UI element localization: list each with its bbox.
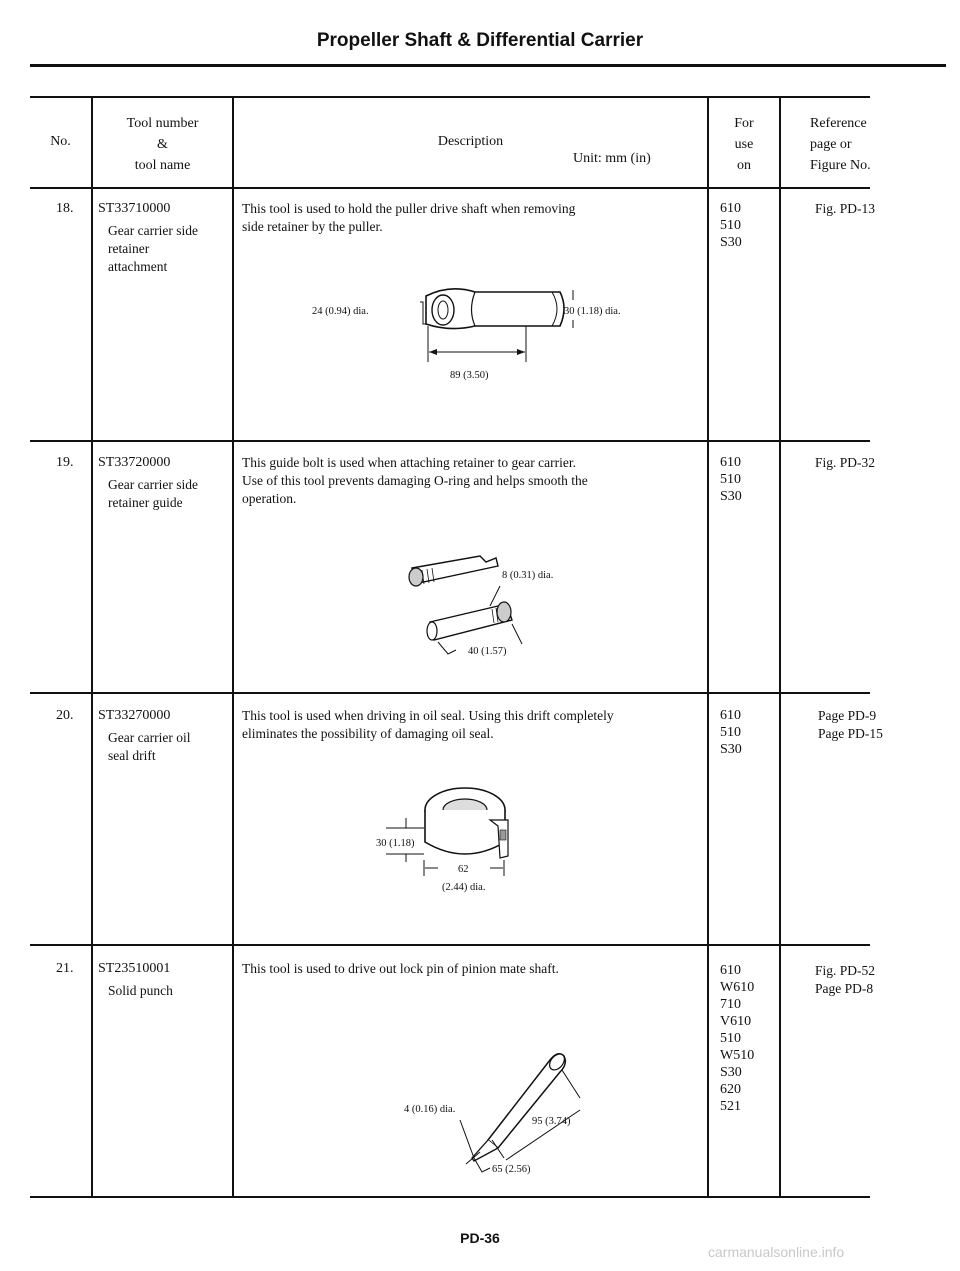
- header-for-use: [709, 113, 779, 176]
- for-use-item: 710: [720, 997, 741, 1012]
- for-use-item: V610: [720, 1014, 752, 1029]
- reference: [815, 454, 875, 472]
- dim-label: 4 (0.16) dia.: [404, 1104, 456, 1115]
- description-line: operation.: [242, 491, 297, 506]
- for-use-item: 510: [720, 218, 741, 233]
- header-tool-line: &: [157, 137, 168, 152]
- tool-name-line: Gear carrier side: [108, 223, 198, 238]
- dim-label: 95 (3.74): [532, 1116, 571, 1127]
- for-use-item: S30: [720, 489, 742, 504]
- dim-label: 30 (1.18) dia.: [564, 306, 621, 317]
- for-use-item: S30: [720, 1065, 742, 1080]
- tool-name-line: Gear carrier oil: [108, 730, 191, 745]
- for-use-item: 610: [720, 708, 741, 723]
- description-line: This tool is used when driving in oil seal. Using this drift completely: [242, 708, 614, 723]
- for-use-list: [720, 707, 742, 758]
- header-tool-line: tool name: [134, 158, 191, 173]
- description: [242, 200, 575, 236]
- description-line: This tool is used to hold the puller drive shaft when removing: [242, 201, 576, 216]
- dim-label: 40 (1.57): [468, 646, 507, 657]
- description-line: eliminates the possibility of damaging oil seal.: [242, 726, 494, 741]
- tool-name: [98, 476, 198, 512]
- header-reference-line: Reference: [810, 116, 867, 131]
- header-for-use-line: use: [734, 137, 754, 152]
- table-bottom-rule: [30, 1196, 870, 1198]
- description: [242, 960, 559, 978]
- reference: [818, 707, 883, 743]
- row-number: 20.: [56, 708, 74, 723]
- tool-name-line: retainer guide: [108, 495, 183, 510]
- for-use-item: S30: [720, 235, 742, 250]
- watermark: carmanualsonline.info: [708, 1244, 845, 1260]
- for-use-list: [720, 200, 742, 251]
- header-for-use-line: For: [734, 116, 754, 131]
- row-number: 21.: [56, 961, 74, 976]
- reference-item: Fig. PD-32: [815, 455, 876, 470]
- col-divider-3: [707, 96, 709, 1198]
- header-for-use-line: on: [737, 158, 751, 173]
- for-use-item: 620: [720, 1082, 741, 1097]
- for-use-item: 510: [720, 472, 741, 487]
- dim-label: 62: [458, 864, 469, 875]
- tool-name: [98, 982, 173, 1000]
- row-rule-21: [30, 944, 870, 946]
- description: [242, 707, 614, 743]
- for-use-item: S30: [720, 742, 742, 757]
- reference: [815, 962, 875, 998]
- tool-number: ST33710000: [98, 201, 171, 216]
- page-number: PD-36: [460, 1230, 500, 1246]
- dim-label: 30 (1.18): [376, 838, 415, 849]
- for-use-item: 521: [720, 1099, 741, 1114]
- header-tool: [93, 113, 232, 176]
- header-unit: Unit: mm (in): [573, 151, 651, 166]
- for-use-list: [720, 962, 754, 1115]
- dim-label: 24 (0.94) dia.: [312, 306, 369, 317]
- reference: [815, 200, 875, 218]
- tool-name: [98, 222, 198, 276]
- reference-item: Fig. PD-52: [815, 963, 876, 978]
- tool-illustration-seal-drift: [350, 780, 550, 905]
- description-line: side retainer by the puller.: [242, 219, 383, 234]
- tool-number: ST33720000: [98, 455, 171, 470]
- row-number: 19.: [56, 455, 74, 470]
- tool-name-line: attachment: [108, 259, 168, 274]
- reference-item: Page PD-9: [818, 708, 877, 723]
- header-bottom-rule: [30, 187, 870, 189]
- row-number: 18.: [56, 201, 74, 216]
- header-reference-line: Figure No.: [810, 158, 871, 173]
- description: [242, 454, 588, 508]
- description-line: Use of this tool prevents damaging O-ring and helps smooth the: [242, 473, 588, 488]
- for-use-item: W510: [720, 1048, 755, 1063]
- dim-label: 65 (2.56): [492, 1164, 531, 1175]
- dim-label: (2.44) dia.: [442, 882, 486, 893]
- for-use-item: W610: [720, 980, 755, 995]
- header-no: No.: [50, 134, 71, 149]
- row-rule-19: [30, 440, 870, 442]
- page-title: Propeller Shaft & Differential Carrier: [316, 30, 644, 51]
- header-top-rule: [30, 96, 870, 98]
- header-description: Description: [437, 134, 504, 149]
- tool-name-line: Gear carrier side: [108, 477, 198, 492]
- tool-illustration-guide-bolt: [400, 550, 620, 685]
- tool-number: ST23510001: [98, 961, 171, 976]
- for-use-item: 610: [720, 455, 741, 470]
- for-use-item: 510: [720, 1031, 741, 1046]
- tool-name-line: retainer: [108, 241, 150, 256]
- tool-name-line: seal drift: [108, 748, 156, 763]
- title-rule: [30, 64, 946, 67]
- tool-name: [98, 729, 190, 765]
- for-use-list: [720, 454, 742, 505]
- header-tool-line: Tool number: [126, 116, 199, 131]
- row-rule-20: [30, 692, 870, 694]
- description-line: This tool is used to drive out lock pin of pinion mate shaft.: [242, 961, 559, 976]
- reference-item: Page PD-15: [818, 726, 883, 741]
- for-use-item: 610: [720, 963, 741, 978]
- reference-item: Fig. PD-13: [815, 201, 876, 216]
- tool-illustration-solid-punch: [400, 1040, 620, 1185]
- dim-label: 8 (0.31) dia.: [502, 570, 554, 581]
- for-use-item: 610: [720, 201, 741, 216]
- tool-number: ST33270000: [98, 708, 171, 723]
- header-reference-line: page or: [810, 137, 852, 152]
- reference-item: Page PD-8: [815, 981, 874, 996]
- tool-name-line: Solid punch: [108, 983, 173, 998]
- col-divider-1: [91, 96, 93, 1198]
- header-reference: [810, 113, 871, 176]
- col-divider-4: [779, 96, 781, 1198]
- tool-illustration-attachment: [300, 280, 680, 395]
- dim-label: 89 (3.50): [450, 370, 489, 381]
- col-divider-2: [232, 96, 234, 1198]
- for-use-item: 510: [720, 725, 741, 740]
- description-line: This guide bolt is used when attaching retainer to gear carrier.: [242, 455, 577, 470]
